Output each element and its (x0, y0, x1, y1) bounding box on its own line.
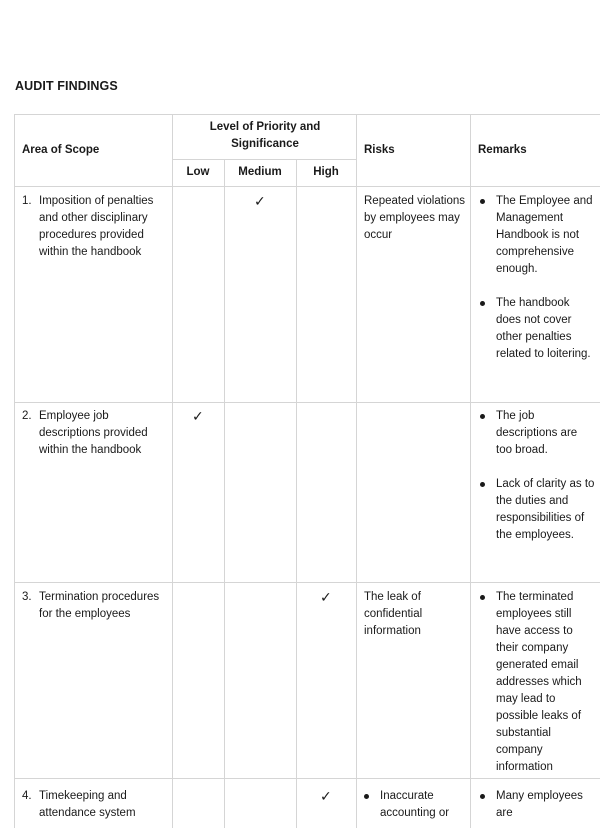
header-area-of-scope: Area of Scope (22, 144, 100, 156)
header-bottom-border (14, 186, 600, 187)
col-divider-medium (296, 159, 297, 828)
checkmark-icon: ✓ (320, 789, 332, 805)
col-divider-risks (470, 114, 471, 828)
header-remarks: Remarks (478, 144, 527, 156)
bullet-icon (364, 794, 369, 799)
row-divider-1 (14, 402, 600, 403)
area-of-scope-text: Timekeeping and attendance system (39, 790, 136, 819)
col-divider-high (356, 114, 357, 828)
checkmark-icon: ✓ (192, 409, 204, 425)
row-divider-2 (14, 582, 600, 583)
header-low: Low (186, 166, 210, 178)
remarks-item: The Employee and Management Handbook is not comprehensive enough. (478, 193, 596, 278)
remarks-list (478, 589, 596, 793)
remarks-list (478, 193, 596, 380)
row-number: 4. (22, 790, 32, 802)
row-number: 2. (22, 410, 32, 422)
risks-text: The leak of confidential information (364, 591, 423, 637)
bullet-icon (480, 482, 485, 487)
row-number: 1. (22, 195, 32, 207)
table-border-top (14, 114, 600, 115)
header-high: High (313, 166, 339, 178)
bullet-icon (480, 199, 485, 204)
header-medium: Medium (238, 166, 282, 178)
col-divider-area (172, 114, 173, 828)
level-subheader-divider (172, 159, 356, 160)
page-title: AUDIT FINDINGS (15, 79, 118, 93)
row-number: 3. (22, 591, 32, 603)
header-level-of-priority: Level of Priority and Significance (209, 121, 321, 150)
area-of-scope-text: Imposition of penalties and other disciplinary procedures provided within the handbook (39, 195, 154, 258)
bullet-icon (480, 595, 485, 600)
area-of-scope-text: Employee job descriptions provided within the handbook (39, 410, 148, 456)
col-divider-low (224, 159, 225, 828)
remarks-list (478, 788, 596, 839)
risks-text: Repeated violations by employees may occur (364, 195, 466, 241)
col-border-left (14, 114, 15, 828)
area-of-scope-text: Termination procedures for the employees (39, 591, 160, 620)
remarks-item: The terminated employees still have access to their company generated email addresses which may lead to possible leaks of substantial company information (478, 589, 596, 776)
bullet-icon (480, 414, 485, 419)
checkmark-icon: ✓ (320, 590, 332, 606)
bullet-icon (480, 301, 485, 306)
remarks-item: The job descriptions are too broad. (478, 408, 596, 459)
remarks-item: The handbook does not cover other penalties related to loitering. (478, 295, 596, 363)
risks-item: Inaccurate accounting or (362, 788, 468, 822)
checkmark-icon: ✓ (254, 194, 266, 210)
remarks-item: Many employees are (478, 788, 596, 822)
header-risks: Risks (364, 144, 395, 156)
bullet-icon (480, 794, 485, 799)
risks-list (362, 788, 468, 839)
remarks-list (478, 408, 596, 561)
remarks-item: Lack of clarity as to the duties and responsibilities of the employees. (478, 476, 596, 544)
